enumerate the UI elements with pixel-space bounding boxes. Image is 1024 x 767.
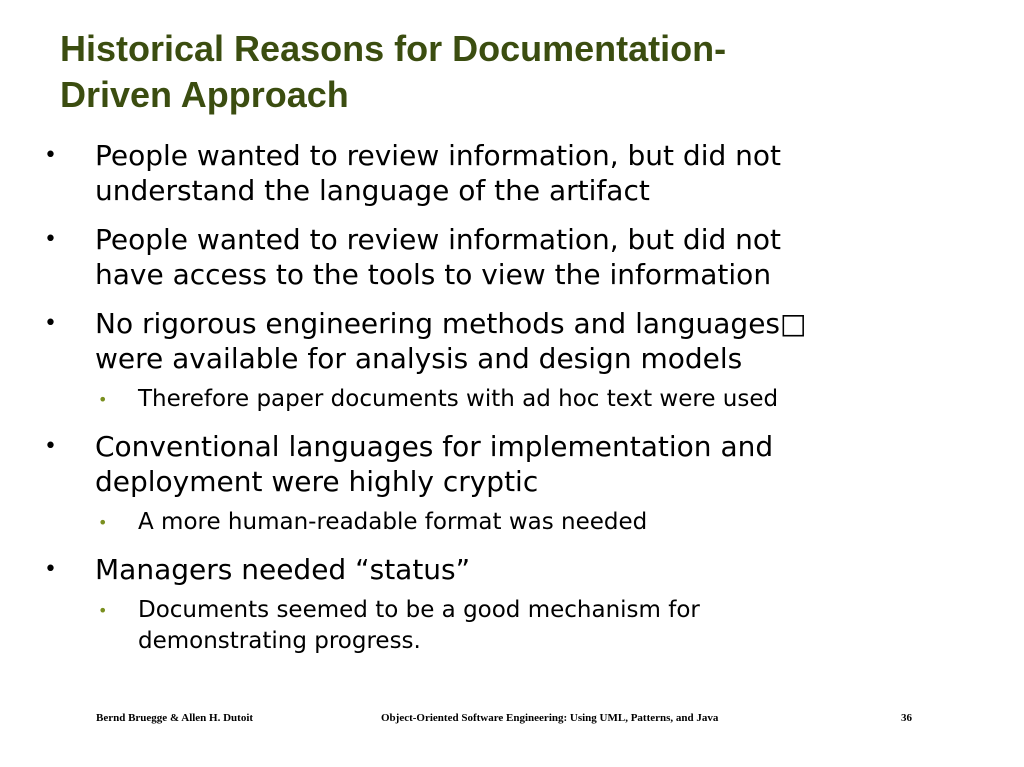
footer-book-title: Object-Oriented Software Engineering: Using UML, Patterns, and Java <box>381 712 719 724</box>
sub-bullet-dot-icon: • <box>98 390 108 409</box>
slide-title <box>60 26 960 118</box>
bullet-text-line: understand the language of the artifact <box>95 174 650 207</box>
bullet-text-line: deployment were highly cryptic <box>95 465 539 498</box>
sub-bullet-item <box>0 384 1024 415</box>
bullet-text-line: People wanted to review information, but did not <box>95 223 781 256</box>
bullet-dot-icon: • <box>44 227 57 252</box>
bullet-text-line: Managers needed “status” <box>95 553 471 586</box>
bullet-dot-icon: • <box>44 557 57 582</box>
bullet-item <box>0 306 1024 376</box>
sub-bullet-item <box>0 595 1024 657</box>
bullet-item <box>0 429 1024 499</box>
bullet-item <box>0 138 1024 208</box>
bullet-text-line: have access to the tools to view the information <box>95 258 772 291</box>
bullet-dot-icon: • <box>44 434 57 459</box>
bullet-text-line: No rigorous engineering methods and languages□ <box>95 307 807 340</box>
title-line-1: Historical Reasons for Documentation- <box>60 28 727 69</box>
bullet-text-line: were available for analysis and design models <box>95 342 743 375</box>
sub-bullet-dot-icon: • <box>98 601 108 620</box>
bullet-dot-icon: • <box>44 311 57 336</box>
footer-page-number: 36 <box>901 712 912 724</box>
sub-bullet-text-line: Therefore paper documents with ad hoc text were used <box>138 386 779 412</box>
bullet-dot-icon: • <box>44 143 57 168</box>
sub-bullet-item <box>0 507 1024 538</box>
bullet-text-line: People wanted to review information, but did not <box>95 139 781 172</box>
sub-bullet-text-line: demonstrating progress. <box>138 628 421 654</box>
bullet-text-line: Conventional languages for implementation and <box>95 430 774 463</box>
sub-bullet-dot-icon: • <box>98 513 108 532</box>
bullet-item <box>0 552 1024 587</box>
footer-authors: Bernd Bruegge & Allen H. Dutoit <box>96 712 254 724</box>
bullet-list <box>0 138 1024 671</box>
title-line-2: Driven Approach <box>60 74 349 115</box>
sub-bullet-text-line: A more human-readable format was needed <box>138 509 648 535</box>
bullet-item <box>0 222 1024 292</box>
sub-bullet-text-line: Documents seemed to be a good mechanism for <box>138 597 700 623</box>
